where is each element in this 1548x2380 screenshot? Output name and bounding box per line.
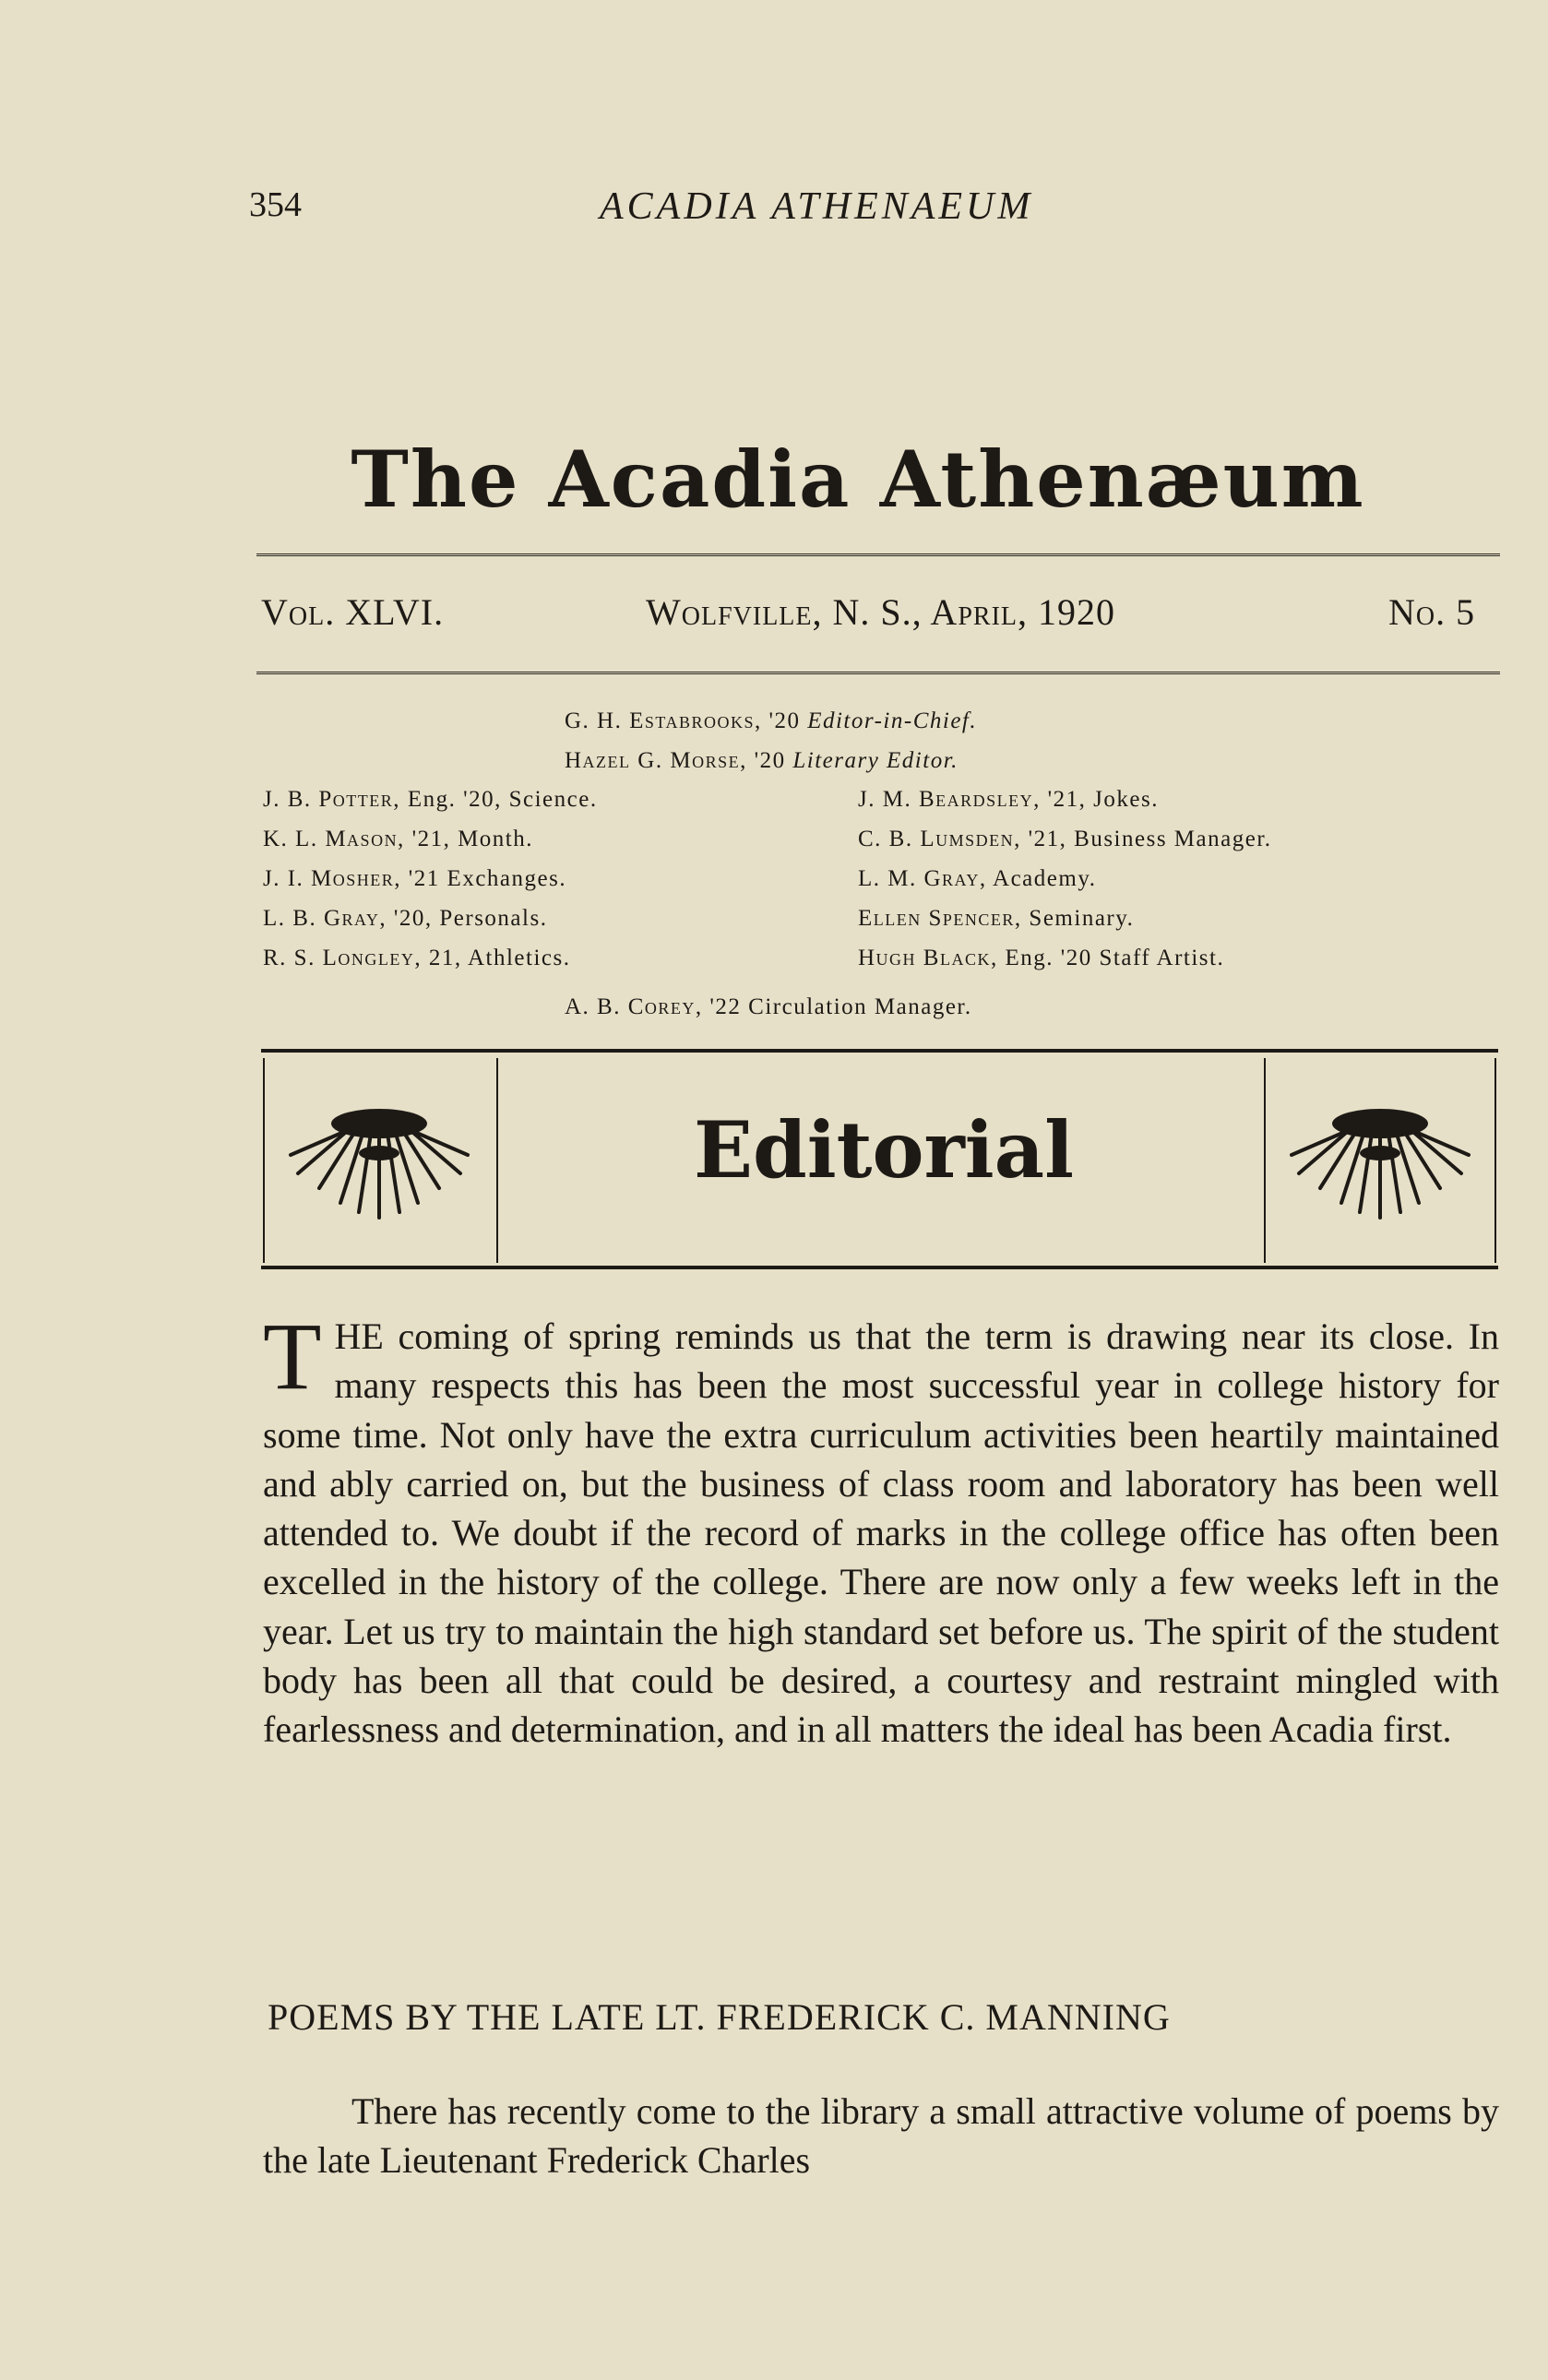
place-date-label: Wolfville, N. S., April, 1920 bbox=[646, 591, 1115, 633]
staff-entry: Ellen Spencer, Seminary. bbox=[858, 906, 1135, 931]
page-number: 354 bbox=[249, 185, 302, 224]
banner-divider bbox=[263, 1058, 265, 1263]
issue-number-label: No. 5 bbox=[1388, 591, 1476, 633]
editorial-banner bbox=[261, 1049, 1498, 1270]
poems-paragraph: There has recently come to the library a small attractive volume of poems by the late Lieutenant Frederick Charles bbox=[263, 2090, 1499, 2182]
masthead-title: The Acadia Athenæum bbox=[351, 434, 1365, 525]
staff-entry: C. B. Lumsden, '21, Business Manager. bbox=[858, 827, 1272, 851]
staff-entry: L. M. Gray, Academy. bbox=[858, 866, 1097, 891]
banner-divider bbox=[496, 1058, 498, 1263]
banner-divider bbox=[1494, 1058, 1496, 1263]
staff-entry: R. S. Longley, 21, Athletics. bbox=[263, 946, 571, 970]
staff-entry: Hazel G. Morse, '20 Literary Editor. bbox=[565, 748, 959, 773]
staff-entry: A. B. Corey, '22 Circulation Manager. bbox=[565, 994, 972, 1019]
staff-entry: L. B. Gray, '20, Personals. bbox=[263, 906, 548, 931]
editorial-heading: Editorial bbox=[693, 1104, 1074, 1196]
drop-cap: T bbox=[263, 1303, 322, 1410]
volume-label: Vol. XLVI. bbox=[261, 591, 445, 633]
section-heading: POEMS BY THE LATE LT. FREDERICK C. MANNING bbox=[268, 1996, 1171, 2038]
staff-entry: J. B. Potter, Eng. '20, Science. bbox=[263, 787, 598, 812]
paragraph-text: HE coming of spring reminds us that the term is drawing near its close. In many respects this has been the most successful year in college history for some time. Not only have the extra curriculum activities been heartily maintained and ably carried on, but the business of class room and laboratory has been well attended to. We doubt if the record of marks in the college office has often been excelled in the history of the college. There are now only a few weeks left in the year. Let us try to maintain the high standard set before us. The spirit of the student body has been all that could be desired, a courtesy and restraint mingled with fearlessness and determination, and in all matters the ideal has been Acadia first. bbox=[263, 1315, 1499, 1751]
staff-entry: G. H. Estabrooks, '20 Editor-in-Chief. bbox=[565, 708, 978, 733]
wheat-sheaf-icon bbox=[287, 1100, 471, 1220]
masthead-rule-top bbox=[256, 553, 1500, 556]
staff-entry: Hugh Black, Eng. '20 Staff Artist. bbox=[858, 946, 1225, 970]
staff-entry: J. I. Mosher, '21 Exchanges. bbox=[263, 866, 567, 891]
staff-entry: K. L. Mason, '21, Month. bbox=[263, 827, 533, 851]
running-head: ACADIA ATHENAEUM bbox=[600, 185, 1034, 228]
banner-top-rule bbox=[261, 1049, 1498, 1053]
masthead-rule-bottom bbox=[256, 672, 1500, 674]
banner-bottom-rule bbox=[261, 1266, 1498, 1269]
wheat-sheaf-icon bbox=[1288, 1100, 1472, 1220]
editorial-paragraph bbox=[263, 1303, 1499, 1755]
staff-entry: J. M. Beardsley, '21, Jokes. bbox=[858, 787, 1159, 812]
